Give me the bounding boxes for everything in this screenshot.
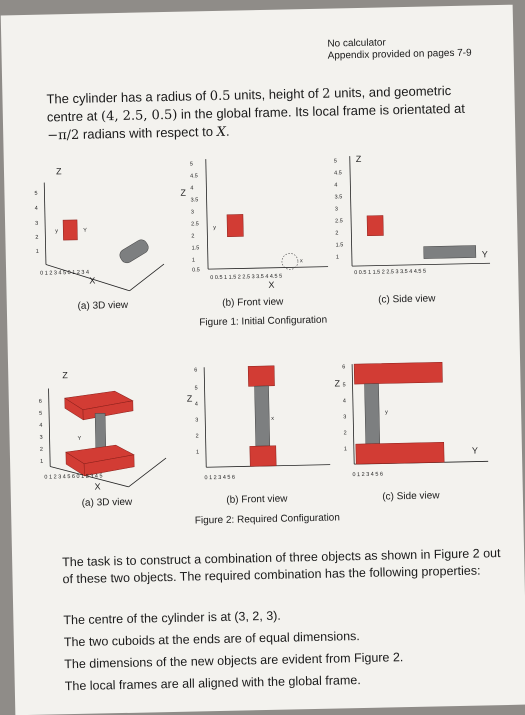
svg-text:4: 4 <box>334 182 338 189</box>
property-frames-aligned: The local frames are all aligned with the global frame. <box>64 673 361 694</box>
svg-text:1: 1 <box>335 254 339 261</box>
svg-text:4: 4 <box>39 422 43 429</box>
svg-text:3: 3 <box>35 220 39 227</box>
svg-text:3: 3 <box>190 209 195 216</box>
intro-paragraph: The cylinder has a radius of 0.5 units, height of 2 units, and geometric centre at (4, 2.5, 0.5) in the global frame. Its local frame is orientated at −π/2 radians with respect to X. <box>46 83 466 144</box>
fig2-side-view <box>334 355 497 488</box>
fig1-sub-a: (a) 3D view <box>77 299 129 312</box>
svg-text:2: 2 <box>343 430 347 437</box>
svg-text:y: y <box>385 409 388 416</box>
svg-text:3: 3 <box>39 434 43 441</box>
fig1-side-view <box>330 145 493 288</box>
svg-text:2: 2 <box>195 433 199 440</box>
svg-text:Y: Y <box>471 445 479 456</box>
svg-text:1.5: 1.5 <box>191 245 200 252</box>
svg-text:3.5: 3.5 <box>190 197 199 204</box>
svg-text:4: 4 <box>190 185 194 192</box>
fig2-sub-a: (a) 3D view <box>81 496 133 509</box>
svg-text:Y: Y <box>77 435 82 442</box>
svg-text:1: 1 <box>35 248 39 255</box>
svg-text:2: 2 <box>35 234 39 241</box>
svg-text:0 1 2 3 4 5 0 1 2 3 4: 0 1 2 3 4 5 0 1 2 3 4 <box>40 269 90 277</box>
appendix-note: Appendix provided on pages 7-9 <box>327 47 472 62</box>
svg-text:4: 4 <box>194 401 199 408</box>
svg-text:6: 6 <box>38 398 42 405</box>
figure1-caption: Figure 1: Initial Configuration <box>199 314 328 329</box>
property-cuboids-equal: The two cuboids at the ends are of equal dimensions. <box>63 629 360 650</box>
svg-text:1.5: 1.5 <box>335 242 344 249</box>
svg-text:1: 1 <box>343 446 348 453</box>
svg-text:5: 5 <box>34 190 38 197</box>
svg-text:Z: Z <box>355 153 362 165</box>
svg-text:Z: Z <box>55 166 62 177</box>
svg-text:y: y <box>55 228 59 235</box>
svg-text:Z: Z <box>334 378 341 389</box>
svg-text:5: 5 <box>194 385 198 392</box>
fig2-3d-view <box>36 362 179 495</box>
svg-text:x: x <box>299 258 303 265</box>
svg-text:2: 2 <box>335 230 339 237</box>
fig1-sub-c: (c) Side view <box>378 293 436 306</box>
svg-text:2.5: 2.5 <box>191 221 199 228</box>
fig2-sub-b: (b) Front view <box>226 493 288 506</box>
task-paragraph: The task is to construct a combination of three objects as shown in Figure 2 out of these two objects. The required combination has the following properties: <box>62 546 501 587</box>
svg-text:3.5: 3.5 <box>334 194 343 201</box>
svg-text:0.5: 0.5 <box>192 267 200 274</box>
fig2-sub-c: (c) Side view <box>382 490 440 503</box>
svg-text:4.5: 4.5 <box>334 170 342 177</box>
svg-text:y: y <box>213 224 217 232</box>
svg-text:X: X <box>94 481 101 492</box>
svg-text:2: 2 <box>191 233 195 240</box>
svg-text:5: 5 <box>342 382 346 389</box>
svg-text:2: 2 <box>39 446 43 453</box>
svg-text:x: x <box>271 415 275 422</box>
svg-text:0 0.5 1 1.5 2 2.5 3 3.5 4 4.5: 0 0.5 1 1.5 2 2.5 3 3.5 4 4.5 5 <box>354 268 427 277</box>
svg-text:4: 4 <box>342 398 347 405</box>
fig1-3d-view <box>32 152 175 295</box>
svg-text:0 0.5 1 1.5 2 2.5 3 3.5 4 4.5: 0 0.5 1 1.5 2 2.5 3 3.5 4 4.5 5 <box>210 273 283 282</box>
svg-text:6: 6 <box>194 367 198 374</box>
fig1-sub-b: (b) Front view <box>222 296 284 309</box>
svg-text:5: 5 <box>189 161 194 168</box>
fig1-front-view <box>178 149 331 292</box>
svg-text:3: 3 <box>334 206 338 213</box>
property-dimensions: The dimensions of the new objects are evident from Figure 2. <box>64 650 404 672</box>
document-page <box>1 5 525 715</box>
svg-text:1: 1 <box>191 257 196 264</box>
svg-text:1: 1 <box>195 449 200 456</box>
svg-text:4.5: 4.5 <box>190 173 198 180</box>
svg-text:Z: Z <box>62 370 68 381</box>
svg-text:Y: Y <box>83 227 87 234</box>
svg-text:4: 4 <box>34 205 38 212</box>
svg-text:X: X <box>89 275 96 286</box>
fig2-front-view <box>182 359 335 492</box>
header-note <box>327 36 471 63</box>
svg-text:6: 6 <box>342 364 346 371</box>
svg-text:2.5: 2.5 <box>335 218 343 225</box>
svg-text:Z: Z <box>186 393 193 404</box>
svg-text:0 1 2 3 4 5 6 0 1 2 3 4 5: 0 1 2 3 4 5 6 0 1 2 3 4 5 <box>44 473 103 481</box>
svg-text:0 1 2 3 4 5: 0 1 2 3 4 5 6 <box>352 471 384 479</box>
svg-text:0 1 2 3 4 5: 0 1 2 3 4 5 6 <box>204 474 236 482</box>
svg-text:X: X <box>268 279 275 290</box>
svg-text:1: 1 <box>40 458 44 465</box>
svg-text:3: 3 <box>195 417 199 424</box>
svg-text:Z: Z <box>180 187 187 198</box>
svg-text:3: 3 <box>343 414 347 421</box>
no-calculator-note: No calculator <box>327 37 386 50</box>
svg-text:Y: Y <box>481 249 488 260</box>
figure2-caption: Figure 2: Required Configuration <box>194 512 340 527</box>
property-cylinder-centre: The centre of the cylinder is at (3, 2, 3). <box>63 608 281 628</box>
svg-text:5: 5 <box>39 410 43 417</box>
svg-text:5: 5 <box>333 158 337 165</box>
